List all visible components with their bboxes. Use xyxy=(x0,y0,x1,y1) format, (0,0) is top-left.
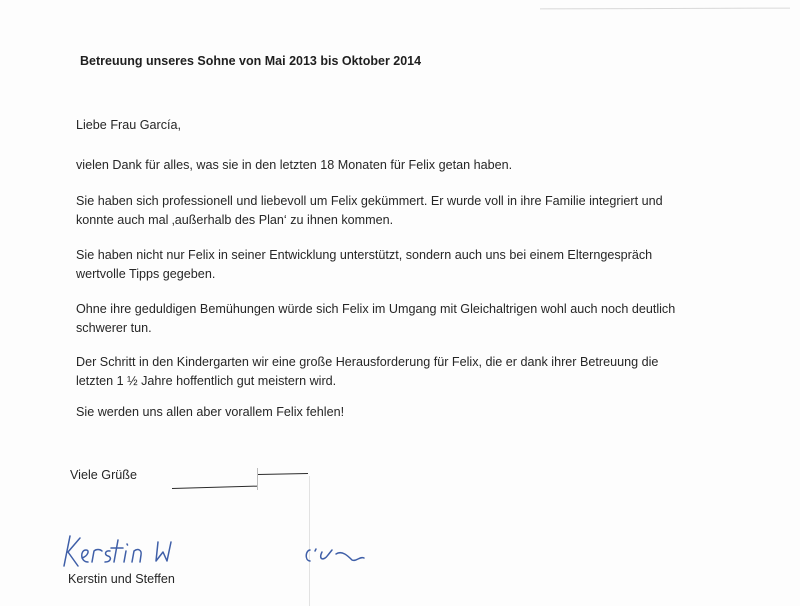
paragraph-line: Ohne ihre geduldigen Bemühungen würde sich Felix im Umgang mit Gleichaltrigen wohl auch noch deutlich xyxy=(76,302,676,316)
paragraph-line: Der Schritt in den Kindergarten wir eine große Herausforderung für Felix, die er dank ihrer Betreuung die xyxy=(76,355,659,369)
paragraph-support xyxy=(76,246,652,284)
paragraph-line: wertvolle Tipps gegeben. xyxy=(76,267,216,281)
paragraph-patience xyxy=(76,300,675,338)
paragraph-kindergarten xyxy=(76,353,658,391)
paragraph-line: vielen Dank für alles, was sie in den letzten 18 Monaten für Felix getan haben. xyxy=(76,158,513,172)
paragraph-line: letzten 1 ½ Jahre hoffentlich gut meistern wird. xyxy=(76,374,337,388)
paragraph-line: schwerer tun. xyxy=(76,321,152,335)
handwritten-signature xyxy=(60,528,400,572)
paragraph-care xyxy=(76,192,663,230)
paragraph-line: Sie haben nicht nur Felix in seiner Entwicklung unterstützt, sondern auch uns bei einem Elterngespräch xyxy=(76,248,653,262)
paragraph-line: Sie haben sich professionell und liebevoll um Felix gekümmert. Er wurde voll in ihre Familie integriert und xyxy=(76,194,663,208)
paragraph-line: Sie werden uns allen aber vorallem Felix fehlen! xyxy=(76,405,345,419)
paragraph-miss xyxy=(76,403,344,422)
letter-title: Betreuung unseres Sohne von Mai 2013 bis Oktober 2014 xyxy=(80,54,422,68)
scan-edge xyxy=(540,8,790,10)
greeting: Liebe Frau García, xyxy=(76,118,181,132)
paragraph-line: konnte auch mal ‚außerhalb des Plan‘ zu ihnen kommen. xyxy=(76,213,394,227)
closing: Viele Grüße xyxy=(70,468,137,482)
paper-patch-edge xyxy=(258,473,308,475)
paper-patch-edge xyxy=(172,486,258,490)
paper-patch-edge xyxy=(257,468,258,490)
signers: Kerstin und Steffen xyxy=(68,572,175,586)
paragraph-thanks xyxy=(76,156,512,175)
